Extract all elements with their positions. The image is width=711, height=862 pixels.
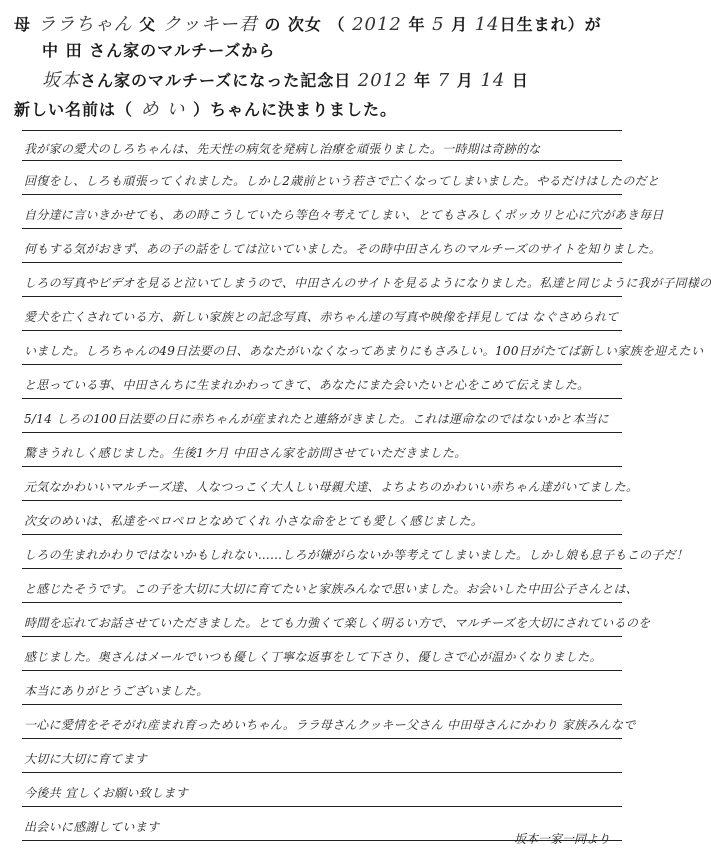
ruled-line — [22, 466, 622, 467]
birth-day: 14 — [474, 14, 500, 35]
letter-line: 感じました。奥さんはメールでいつも優しく丁寧な返事をして下さり、優しさで心が温かくなりました。 — [24, 650, 602, 664]
mother-name: ララちゃん — [37, 14, 133, 35]
birth-month-unit: 月 — [451, 15, 469, 34]
new-name: め い — [140, 99, 186, 120]
ruled-line — [22, 602, 622, 603]
ruled-line — [22, 160, 622, 161]
letter-line: 愛犬を亡くされている方、新しい家族との記念写真、赤ちゃん達の写真や映像を拝見しては なぐさめられて — [24, 310, 619, 324]
ruled-line — [22, 194, 622, 195]
ruled-line — [22, 670, 622, 671]
letter-line: いました。しろちゃんの49日法要の日、あなたがいなくなってあまりにもさみしい。100日がたてば新しい家族を迎えたい — [24, 344, 704, 358]
letter-line: 何もする気がおきず、あの子の話をしては泣いていました。その時中田さんちのマルチーズのサイトを知りました。 — [24, 242, 662, 256]
anniversary-month: 7 — [437, 70, 451, 91]
father-label: 父 — [139, 15, 157, 34]
letter-line: 元気なかわいいマルチーズ達、人なつっこく大人しい母親犬達、よちよちのかわいい赤ちゃん達がいてました。 — [24, 480, 639, 494]
ruled-line — [22, 704, 622, 705]
letter-line: 本当にありがとうございました。 — [24, 684, 209, 698]
letter-line: 我が家の愛犬のしろちゃんは、先天性の病気を発病し治療を頑張りました。一時期は奇跡的な — [24, 142, 541, 156]
anniversary-text: さん家のマルチーズになった記念日 — [80, 71, 352, 90]
anniversary-month-unit: 月 — [456, 71, 474, 90]
birth-year-unit: 年 — [408, 15, 426, 34]
father-name: クッキー君 — [162, 14, 258, 35]
letter-line: 自分達に言いきかせても、あの時こうしていたら等色々考えてしまい、とてもさみしくポッカリと心に穴があき毎日 — [24, 208, 664, 222]
letter-line: 驚きうれしく感じました。生後1ケ月 中田さん家を訪問させていただきました。 — [24, 446, 467, 460]
anniversary-day-unit: 日 — [511, 71, 529, 90]
new-name-line — [14, 95, 397, 121]
letter-line: と思っている事、中田さんちに生まれかわってきて、あなたにまた会いたいと心をこめて伝えました。 — [24, 378, 590, 392]
relation-text: の 次女 （ — [264, 15, 346, 34]
new-family-name: 坂本 — [42, 70, 80, 91]
ruled-line — [22, 432, 622, 433]
ruled-line — [22, 330, 622, 331]
ruled-line — [22, 262, 622, 263]
letter-line: 回復をし、しろも頑張ってくれました。しかし2歳前という若さで亡くなってしまいました。やるだけはしたのだと — [24, 174, 660, 188]
ruled-line — [22, 738, 622, 739]
letter-line: と感じたそうです。この子を大切に大切に育てたいと家族みんなで思いました。お会いした中田公子さんとは、 — [24, 582, 639, 596]
ruled-line — [22, 130, 622, 131]
ruled-line — [22, 568, 622, 569]
birth-month: 5 — [432, 14, 445, 35]
new-name-suffix: ）ちゃんに決まりました。 — [193, 100, 398, 119]
ruled-line — [22, 364, 622, 365]
ruled-line — [22, 636, 622, 637]
ruled-line — [22, 228, 622, 229]
parents-line — [14, 10, 602, 36]
ruled-line — [22, 806, 622, 807]
anniversary-year: 2012 — [357, 70, 408, 91]
birth-year: 2012 — [352, 14, 402, 35]
ruled-line — [22, 772, 622, 773]
handwritten-letter — [0, 120, 711, 862]
anniversary-day: 14 — [480, 70, 506, 91]
letter-line: 一心に愛情をそそがれ産まれ育っためいちゃん。ララ母さんクッキー父さん 中田母さんにかわり 家族みんなで — [24, 718, 636, 732]
signature: 坂本一家一同より — [513, 832, 610, 846]
anniversary-line — [42, 66, 529, 92]
letter-line: 時間を忘れてお話させていただきました。とても力強くて楽しく明るい方で、マルチーズを大切にされているのを — [24, 616, 651, 630]
mother-label: 母 — [14, 15, 32, 34]
letter-line: 出会いに感謝しています — [24, 820, 160, 834]
letter-line: 5/14 しろの100日法要の日に赤ちゃんが産まれたと連絡がきました。これは運命なのではないかと本当に — [24, 412, 609, 426]
anniversary-year-unit: 年 — [414, 71, 432, 90]
ruled-line — [22, 398, 622, 399]
letter-header — [0, 0, 640, 130]
letter-line: しろの写真やビデオを見ると泣いてしまうので、中田さんのサイトを見るようになりました。私達と同じように我が子同様の — [24, 276, 711, 290]
ruled-line — [22, 500, 622, 501]
letter-line: 今後共 宜しくお願い致します — [24, 786, 189, 800]
letter-line: しろの生まれかわりではないかもしれない……しろが嫌がらないか等考えてしまいました。しかし娘も息子もこの子だ！ — [24, 548, 689, 562]
ruled-line — [22, 296, 622, 297]
new-name-prefix: 新しい名前は（ — [14, 100, 134, 119]
origin-line: 中 田 さん家のマルチーズから — [42, 41, 276, 60]
ruled-line — [22, 534, 622, 535]
letter-line: 次女のめいは、私達をペロペロとなめてくれ 小さな命をとても愛しく感じました。 — [24, 514, 484, 528]
letter-line: 大切に大切に育てます — [24, 752, 148, 766]
birth-day-suffix: 日生まれ）が — [499, 15, 602, 34]
